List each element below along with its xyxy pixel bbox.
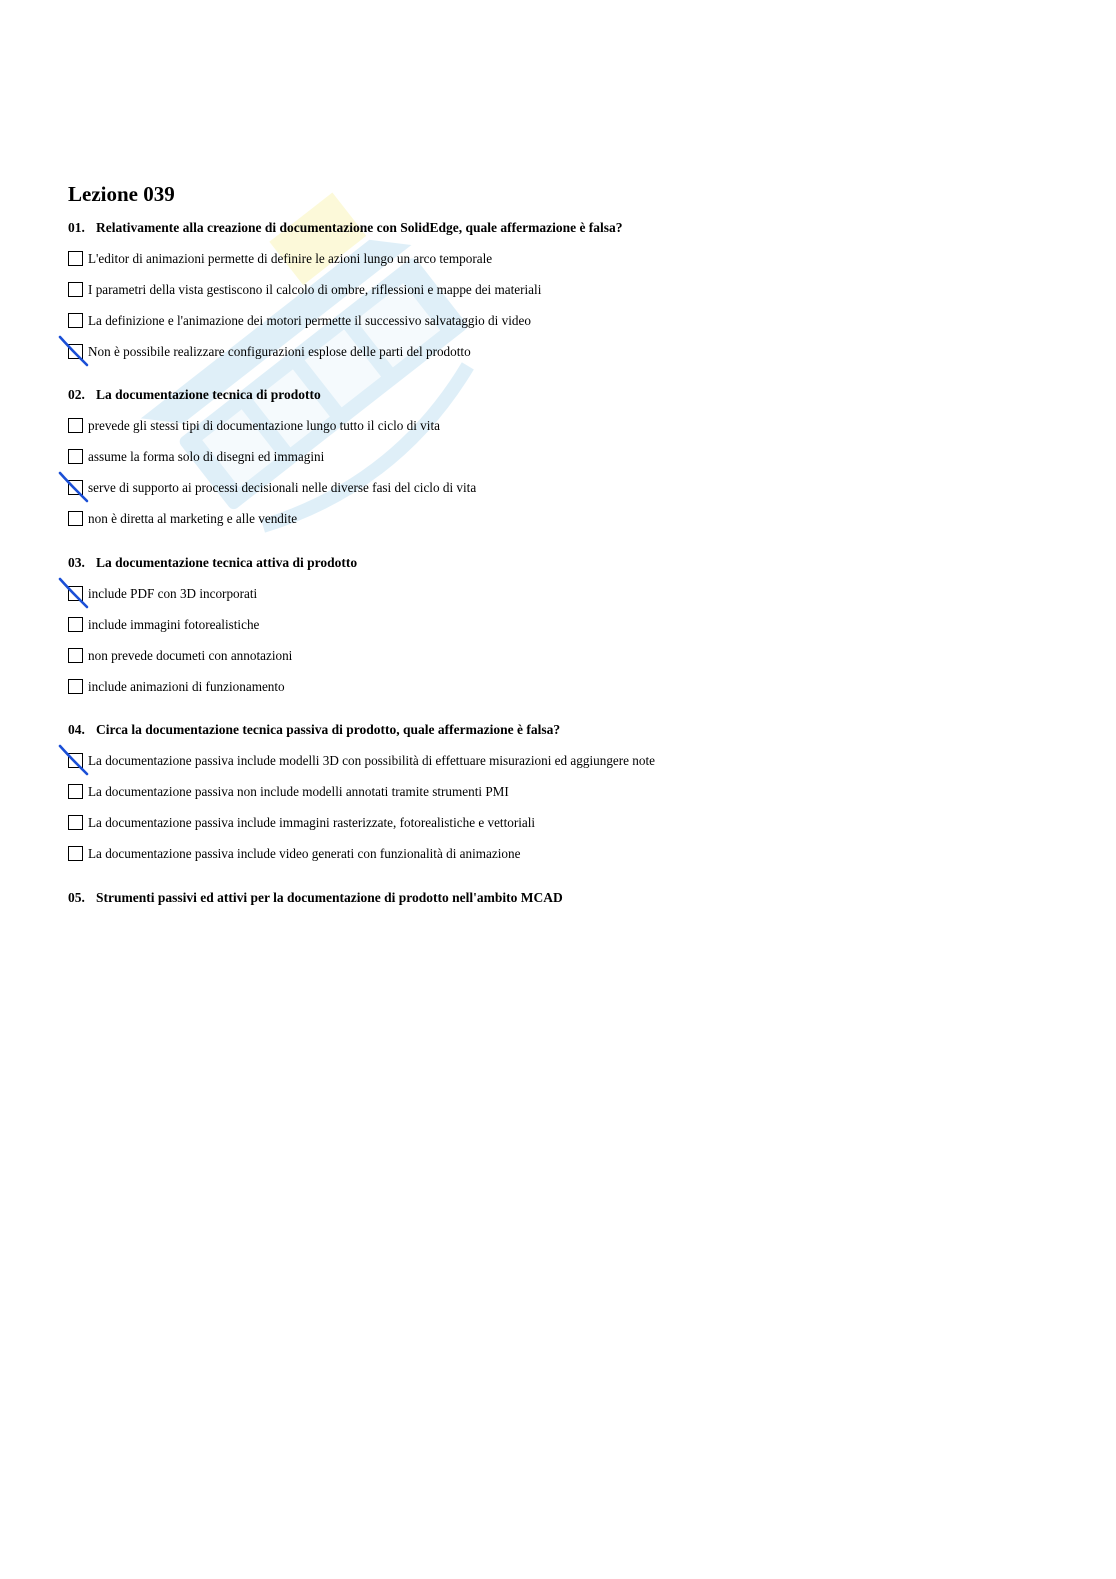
option-row[interactable] <box>68 578 1068 609</box>
option-text: La documentazione passiva include video generati con funzionalità di animazione <box>88 845 521 861</box>
checkbox-checked[interactable] <box>68 586 83 601</box>
question-number: 05. <box>68 890 85 905</box>
handwritten-tick-icon <box>59 471 93 505</box>
question-text: Relativamente alla creazione di documentazione con SolidEdge, quale affermazione è falsa? <box>96 220 623 235</box>
checkbox[interactable] <box>68 846 83 861</box>
question-text: Circa la documentazione tecnica passiva di prodotto, quale affermazione è falsa? <box>96 722 561 737</box>
options-list <box>68 410 1068 534</box>
question-03 <box>68 554 1068 702</box>
question-number: 03. <box>68 555 85 570</box>
option-row[interactable] <box>68 410 1068 441</box>
checkbox[interactable] <box>68 282 83 297</box>
question-01 <box>68 219 1068 367</box>
option-text: include PDF con 3D incorporati <box>88 585 258 601</box>
option-text: non è diretta al marketing e alle vendite <box>88 510 298 526</box>
option-row[interactable] <box>68 274 1068 305</box>
option-row[interactable] <box>68 472 1068 503</box>
option-row[interactable] <box>68 609 1068 640</box>
option-row[interactable] <box>68 776 1068 807</box>
option-row[interactable] <box>68 441 1068 472</box>
checkbox-checked[interactable] <box>68 753 83 768</box>
handwritten-tick-icon <box>59 577 93 611</box>
option-text: La documentazione passiva include modelli 3D con possibilità di effettuare misurazioni ed aggiungere note <box>88 752 656 768</box>
checkbox[interactable] <box>68 251 83 266</box>
options-list <box>68 243 1068 367</box>
option-row[interactable] <box>68 745 1068 776</box>
options-list <box>68 745 1068 869</box>
question-05 <box>68 889 1068 907</box>
option-row[interactable] <box>68 640 1068 671</box>
checkbox[interactable] <box>68 449 83 464</box>
question-number: 04. <box>68 722 85 737</box>
checkbox[interactable] <box>68 679 83 694</box>
checkbox[interactable] <box>68 418 83 433</box>
option-text: serve di supporto ai processi decisionali nelle diverse fasi del ciclo di vita <box>88 479 477 495</box>
question-number: 02. <box>68 387 85 402</box>
option-text: La definizione e l'animazione dei motori permette il successivo salvataggio di video <box>88 312 531 328</box>
question-04 <box>68 721 1068 869</box>
option-text: non prevede documeti con annotazioni <box>88 647 293 663</box>
handwritten-tick-icon <box>59 335 93 369</box>
option-row[interactable] <box>68 336 1068 367</box>
checkbox-checked[interactable] <box>68 344 83 359</box>
question-heading <box>68 554 1068 572</box>
checkbox[interactable] <box>68 617 83 632</box>
question-heading <box>68 386 1068 404</box>
checkbox[interactable] <box>68 313 83 328</box>
option-row[interactable] <box>68 671 1068 702</box>
option-text: La documentazione passiva non include modelli annotati tramite strumenti PMI <box>88 783 509 799</box>
checkbox[interactable] <box>68 648 83 663</box>
option-text: La documentazione passiva include immagini rasterizzate, fotorealistiche e vettoriali <box>88 814 536 830</box>
option-text: assume la forma solo di disegni ed immagini <box>88 448 325 464</box>
question-text: Strumenti passivi ed attivi per la documentazione di prodotto nell'ambito MCAD <box>96 890 563 905</box>
question-02 <box>68 386 1068 534</box>
checkbox[interactable] <box>68 784 83 799</box>
question-heading <box>68 721 1068 739</box>
option-text: include immagini fotorealistiche <box>88 616 260 632</box>
option-row[interactable] <box>68 807 1068 838</box>
option-text: Non è possibile realizzare configurazioni esplose delle parti del prodotto <box>88 343 471 359</box>
option-text: include animazioni di funzionamento <box>88 678 285 694</box>
handwritten-tick-icon <box>59 744 93 778</box>
options-list <box>68 578 1068 702</box>
checkbox-checked[interactable] <box>68 480 83 495</box>
question-heading <box>68 889 1068 907</box>
option-row[interactable] <box>68 503 1068 534</box>
checkbox[interactable] <box>68 815 83 830</box>
option-text: L'editor di animazioni permette di definire le azioni lungo un arco temporale <box>88 250 493 266</box>
checkbox[interactable] <box>68 511 83 526</box>
option-row[interactable] <box>68 838 1068 869</box>
question-number: 01. <box>68 220 85 235</box>
option-row[interactable] <box>68 243 1068 274</box>
option-text: prevede gli stessi tipi di documentazione lungo tutto il ciclo di vita <box>88 417 440 433</box>
option-row[interactable] <box>68 305 1068 336</box>
option-text: I parametri della vista gestiscono il calcolo di ombre, riflessioni e mappe dei materiali <box>88 281 542 297</box>
question-heading <box>68 219 1068 237</box>
question-text: La documentazione tecnica attiva di prodotto <box>96 555 358 570</box>
lesson-title: Lezione 039 <box>68 182 175 206</box>
question-text: La documentazione tecnica di prodotto <box>96 387 321 402</box>
